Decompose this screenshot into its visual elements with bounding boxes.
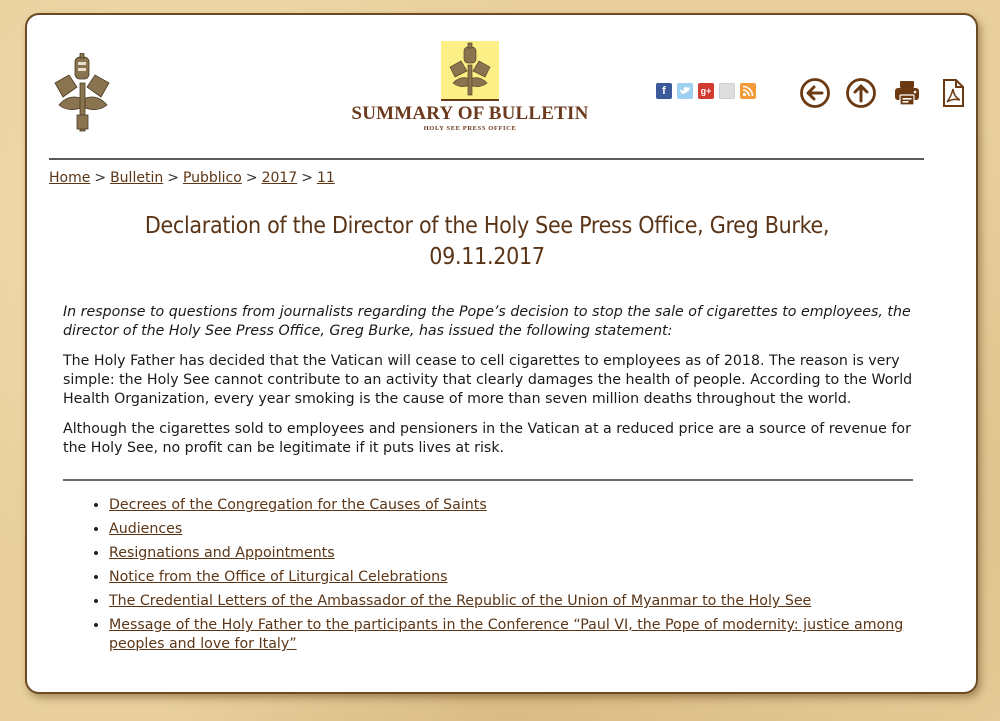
article-paragraph: The Holy Father has decided that the Vatican will cease to cell cigarettes to employees as of 2018. The reason is very simple: the Holy See cannot contribute to an activity that clearly damages the health of people. According to the World Health Organization, every year smoking is the cause of more than seven million deaths throughout the world. xyxy=(63,353,913,407)
masthead-title: SUMMARY OF BULLETIN xyxy=(351,103,589,124)
breadcrumb-year[interactable]: 2017 xyxy=(261,170,298,186)
list-item xyxy=(109,592,929,611)
related-link[interactable]: Resignations and Appointments xyxy=(109,545,335,561)
holy-see-coat-of-arms-logo[interactable] xyxy=(49,53,117,135)
back-icon[interactable] xyxy=(799,77,831,109)
masthead-subtitle: HOLY SEE PRESS OFFICE xyxy=(423,125,517,132)
up-icon[interactable] xyxy=(845,77,877,109)
breadcrumb-month[interactable]: 11 xyxy=(316,170,335,186)
related-link[interactable]: The Credential Letters of the Ambassador of the Republic of the Union of Myanmar to the Holy See xyxy=(109,593,812,609)
breadcrumb-pubblico[interactable]: Pubblico xyxy=(182,170,242,186)
google-plus-icon[interactable]: g+ xyxy=(698,83,714,99)
breadcrumb-separator: > xyxy=(167,170,179,186)
article-body xyxy=(63,303,921,469)
page-container xyxy=(25,13,978,694)
related-link[interactable]: Decrees of the Congregation for the Causes of Saints xyxy=(109,497,487,513)
breadcrumb-separator: > xyxy=(94,170,107,186)
related-link[interactable]: Message of the Holy Father to the participants in the Conference “Paul VI, the Pope of modernity: justice among peoples and love for Italy” xyxy=(109,617,904,652)
masthead-emblem-icon xyxy=(441,41,499,101)
article-paragraph: Although the cigarettes sold to employees and pensioners in the Vatican at a reduced price are a source of revenue for the Holy See, no profit can be legitimate if it puts lives at risk. xyxy=(63,421,911,456)
content-divider xyxy=(63,479,913,481)
breadcrumb-bulletin[interactable]: Bulletin xyxy=(110,170,164,186)
related-link[interactable]: Notice from the Office of Liturgical Celebrations xyxy=(109,569,448,585)
twitter-icon[interactable] xyxy=(677,83,693,99)
pdf-icon[interactable] xyxy=(937,77,969,109)
breadcrumb xyxy=(49,170,335,186)
facebook-icon[interactable]: f xyxy=(656,83,672,99)
list-item xyxy=(109,616,929,654)
masthead[interactable] xyxy=(349,41,591,133)
breadcrumb-home[interactable]: Home xyxy=(49,170,91,186)
page-tools xyxy=(799,77,969,109)
print-icon[interactable] xyxy=(891,77,923,109)
list-item xyxy=(109,496,929,515)
article-lead: In response to questions from journalists regarding the Pope’s decision to stop the sale of cigarettes to employees, the director of the Holy See Press Office, Greg Burke, has issued the following statement: xyxy=(63,304,911,339)
page-title: Declaration of the Director of the Holy See Press Office, Greg Burke, 09.11.2017 xyxy=(144,213,830,270)
rss-icon[interactable] xyxy=(740,83,756,99)
breadcrumb-separator: > xyxy=(245,170,258,186)
list-item xyxy=(109,520,929,539)
list-item xyxy=(109,568,929,587)
header-divider xyxy=(49,158,924,160)
related-links-list xyxy=(87,496,929,659)
list-item xyxy=(109,544,929,563)
related-link[interactable]: Audiences xyxy=(109,521,183,537)
social-share-bar xyxy=(656,83,756,99)
email-icon[interactable] xyxy=(719,83,735,99)
breadcrumb-separator: > xyxy=(301,170,313,186)
